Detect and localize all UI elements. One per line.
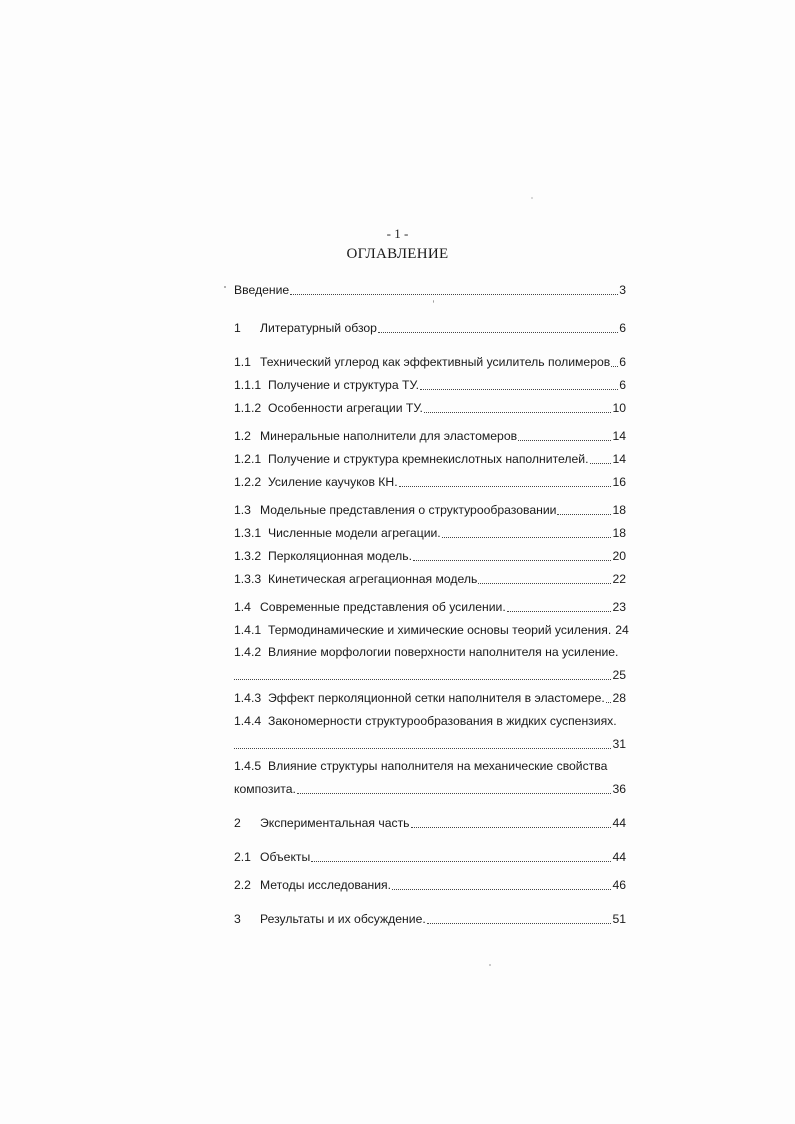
toc-entry-text: Термодинамические и химические основы теорий усиления. <box>268 623 612 637</box>
dot-leader <box>420 377 618 390</box>
toc-entry-1-2[interactable] <box>234 427 626 445</box>
toc-entry-text: Усиление каучуков КН. <box>268 475 398 489</box>
toc-entry-number: 1.3.2 <box>234 549 262 563</box>
toc-entry-text: Объекты <box>260 850 311 864</box>
toc-entry-page: 28 <box>612 691 626 705</box>
dot-leader <box>413 548 611 561</box>
toc-entry-page: 25 <box>612 668 626 682</box>
dot-leader <box>478 571 611 584</box>
toc-entry-page: 23 <box>612 600 626 614</box>
toc-entry-page: 16 <box>612 475 626 489</box>
toc-entry-2-1[interactable] <box>234 848 626 866</box>
toc-entry-page: 20 <box>612 549 626 563</box>
toc-entry-1-4-4-cont[interactable] <box>234 735 626 753</box>
dot-leader <box>311 849 611 862</box>
toc-entry-introduction[interactable] <box>234 281 626 299</box>
toc-entry-number: 1.4.2 <box>234 645 262 659</box>
dot-leader <box>590 451 612 464</box>
toc-entry-number: 1.4.4 <box>234 714 262 728</box>
toc-entry-1-4-4[interactable] <box>234 712 626 730</box>
toc-entry-1-3[interactable] <box>234 501 626 519</box>
dot-leader <box>378 320 618 333</box>
toc-entry-number: 1.3.3 <box>234 572 262 586</box>
toc-entry-text: Технический углерод как эффективный усилитель полимеров <box>260 355 611 369</box>
page-title: ОГЛАВЛЕНИЕ <box>346 246 449 262</box>
toc-entry-text: Численные модели агрегации. <box>268 526 441 540</box>
toc-entry-continuation: композита. <box>234 782 296 796</box>
toc-entry-2[interactable] <box>234 814 626 832</box>
toc-entry-page: 31 <box>612 737 626 751</box>
toc-entry-page: 44 <box>612 816 626 830</box>
toc-entry-1-4-5-cont[interactable] <box>234 780 626 798</box>
scan-speck <box>224 286 226 288</box>
toc-entry-text: Современные представления об усилении. <box>260 600 506 614</box>
toc-entry-number: 1.1.1 <box>234 378 262 392</box>
toc-entry-text: Получение и структура кремнекислотных наполнителей. <box>268 452 589 466</box>
toc-entry-text: Экспериментальная часть <box>260 816 410 830</box>
dot-leader <box>424 400 612 413</box>
dot-leader <box>557 502 611 515</box>
scan-speck <box>489 964 491 966</box>
toc-entry-page: 44 <box>612 850 626 864</box>
toc-entry-1[interactable] <box>234 319 626 337</box>
dot-leader <box>399 474 612 487</box>
dot-leader <box>518 428 611 441</box>
page-number: - 1 - <box>386 226 409 241</box>
toc-entry-1-1-2[interactable] <box>234 399 626 417</box>
toc-entry-number: 1.2.1 <box>234 452 262 466</box>
toc-entry-number: 2 <box>234 816 241 830</box>
toc-entry-page: 24 <box>615 623 629 637</box>
toc-entry-page: 46 <box>612 878 626 892</box>
toc-entry-number: 2.2 <box>234 878 251 892</box>
dot-leader <box>606 690 612 703</box>
toc-entry-text: Закономерности структурообразования в жидких суспензиях. <box>268 714 617 728</box>
toc-entry-1-2-1[interactable] <box>234 450 626 468</box>
toc-entry-text: Методы исследования. <box>260 878 392 892</box>
toc-entry-number: 2.1 <box>234 850 251 864</box>
toc-entry-page: 18 <box>612 503 626 517</box>
toc-entry-number: 3 <box>234 912 241 926</box>
toc-entry-1-1-1[interactable] <box>234 376 626 394</box>
toc-entry-text: Перколяционная модель. <box>268 549 413 563</box>
scan-speck <box>531 197 533 199</box>
toc-entry-number: 1.4.5 <box>234 759 262 773</box>
toc-entry-number: 1.1.2 <box>234 401 262 415</box>
toc-entry-page: 18 <box>612 526 626 540</box>
toc-entry-number: 1.1 <box>234 355 251 369</box>
toc-entry-text: Эффект перколяционной сетки наполнителя в эластомере. <box>268 691 605 705</box>
toc-entry-number: 1.3 <box>234 503 251 517</box>
toc-entry-1-4-2-cont[interactable] <box>234 666 626 684</box>
toc-entry-page: 6 <box>619 321 626 335</box>
toc-entry-text: Влияние структуры наполнителя на механические свойства <box>268 759 608 773</box>
toc-entry-text: Модельные представления о структурообразовании <box>260 503 557 517</box>
toc-entry-text: Особенности агрегации ТУ. <box>268 401 423 415</box>
toc-entry-1-4-1[interactable] <box>234 621 629 639</box>
toc-entry-page: 6 <box>619 378 626 392</box>
dot-leader <box>612 623 614 635</box>
toc-entry-page: 6 <box>619 355 626 369</box>
toc-entry-text: Введение <box>234 283 290 297</box>
scan-speck <box>433 300 434 303</box>
toc-entry-1-3-1[interactable] <box>234 524 626 542</box>
toc-entry-number: 1.4 <box>234 600 251 614</box>
toc-entry-1-2-2[interactable] <box>234 473 626 491</box>
toc-entry-page: 14 <box>612 452 626 466</box>
toc-entry-1-3-2[interactable] <box>234 547 626 565</box>
dot-leader <box>442 525 612 538</box>
toc-entry-text: Кинетическая агрегационная модель <box>268 572 478 586</box>
toc-entry-3[interactable] <box>234 910 626 928</box>
dot-leader <box>411 815 612 828</box>
toc-entry-text: Влияние морфологии поверхности наполнителя на усиление. <box>268 645 619 659</box>
dot-leader <box>611 354 618 367</box>
toc-entry-text: Получение и структура ТУ. <box>268 378 419 392</box>
dot-leader <box>234 667 611 680</box>
toc-entry-page: 22 <box>612 572 626 586</box>
toc-entry-1-4-2[interactable] <box>234 643 626 661</box>
toc-entry-number: 1.2.2 <box>234 475 262 489</box>
toc-entry-number: 1.2 <box>234 429 251 443</box>
toc-entry-page: 10 <box>612 401 626 415</box>
toc-entry-1-4-3[interactable] <box>234 689 626 707</box>
toc-entry-number: 1.3.1 <box>234 526 262 540</box>
toc-entry-1-1[interactable] <box>234 353 626 371</box>
toc-entry-number: 1.4.1 <box>234 623 262 637</box>
toc-entry-page: 14 <box>612 429 626 443</box>
dot-leader <box>427 911 612 924</box>
dot-leader <box>297 781 612 794</box>
dot-leader <box>234 736 611 749</box>
dot-leader <box>290 282 618 295</box>
toc-entry-page: 51 <box>612 912 626 926</box>
toc-entry-text: Минеральные наполнители для эластомеров <box>260 429 518 443</box>
toc-entry-number: 1 <box>234 321 241 335</box>
toc-entry-number: 1.4.3 <box>234 691 262 705</box>
toc-entry-text: Результаты и их обсуждение. <box>260 912 426 926</box>
toc-entry-2-2[interactable] <box>234 876 626 894</box>
dot-leader <box>392 877 611 890</box>
toc-entry-1-4-5[interactable] <box>234 757 626 775</box>
toc-entry-page: 3 <box>619 283 626 297</box>
toc-entry-1-4[interactable] <box>234 598 626 616</box>
toc-entry-text: Литературный обзор <box>260 321 377 335</box>
toc-entry-1-3-3[interactable] <box>234 570 626 588</box>
dot-leader <box>507 599 612 612</box>
toc-entry-page: 36 <box>612 782 626 796</box>
